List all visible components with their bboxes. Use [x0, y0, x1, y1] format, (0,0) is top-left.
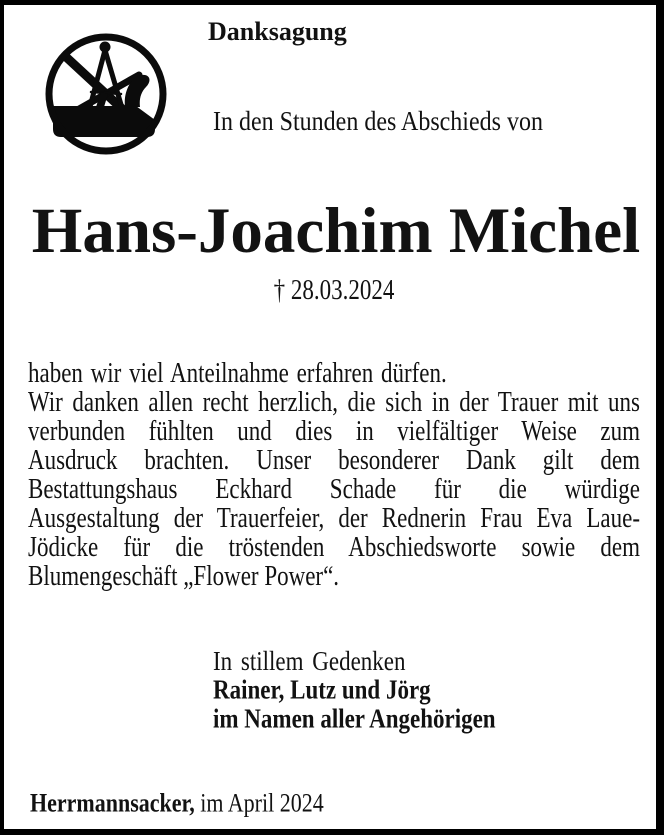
month-year: im April 2024	[194, 787, 324, 818]
mourners-suffix: im Namen aller Angehörigen	[213, 703, 496, 734]
mourners-names: Rainer, Lutz und Jörg	[213, 674, 431, 705]
death-date: † 28.03.2024	[273, 273, 395, 305]
carpenter-plane-and-dividers-icon	[40, 30, 172, 162]
thanks-line: haben wir viel Anteilnahme erfahren dürfen.	[28, 356, 447, 389]
thanks-line: Ausgestaltung der Trauerfeier, der Rednerin Frau Eva Laue-	[28, 501, 640, 534]
intro-line: In den Stunden des Abschieds von	[213, 106, 543, 137]
closing-line: In stillem Gedenken	[213, 645, 406, 676]
thanks-line: verbunden fühlten und dies in vielfältiger Weise zum	[28, 414, 640, 447]
thanks-paragraph	[28, 358, 640, 590]
thanks-line: Bestattungshaus Eckhard Schade für die würdige	[28, 472, 640, 505]
place-date-line	[30, 787, 324, 818]
thanks-line: Blumengeschäft „Flower Power“.	[28, 559, 340, 592]
signature-block	[213, 647, 496, 734]
thanks-line: Jödicke für die tröstenden Abschiedsworte sowie dem	[28, 530, 640, 563]
thanks-line: Ausdruck brachten. Unser besonderer Dank gilt dem	[28, 443, 640, 476]
deceased-name: Hans-Joachim Michel	[31, 195, 641, 267]
notice-type-title: Danksagung	[208, 17, 347, 46]
place-name: Herrmannsacker,	[30, 787, 195, 818]
thanks-line: Wir danken allen recht herzlich, die sich in der Trauer mit uns	[28, 385, 640, 418]
